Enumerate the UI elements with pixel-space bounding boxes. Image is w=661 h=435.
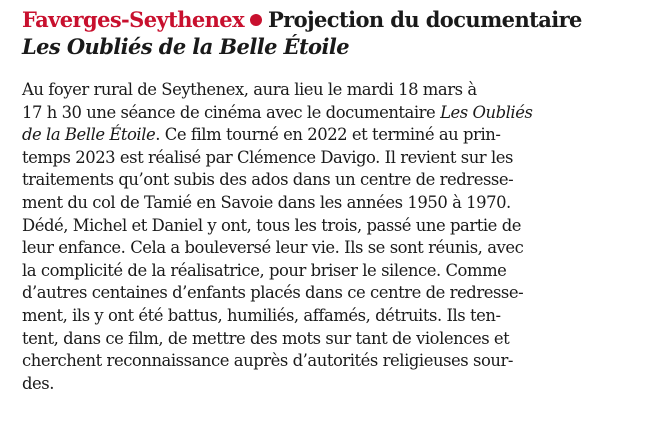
body-line: cherchent reconnaissance auprès d’autorités religieuses sour- xyxy=(22,351,513,371)
film-title-inline: Les Oubliés xyxy=(440,102,533,122)
body-line: Au foyer rural de Seythenex, aura lieu le mardi 18 mars à xyxy=(22,80,477,99)
body-line xyxy=(22,102,642,125)
bullet-dot-icon xyxy=(250,14,262,26)
headline-title: Projection du documentaire xyxy=(267,7,582,32)
article xyxy=(22,6,642,395)
film-title-inline: de la Belle Étoile xyxy=(22,125,156,145)
body-line: ment, ils y ont été battus, humiliés, affamés, détruits. Ils ten- xyxy=(22,305,501,325)
body-line: des. xyxy=(22,373,55,393)
article-body xyxy=(22,79,642,395)
body-line: tent, dans ce film, de mettre des mots sur tant de violences et xyxy=(22,328,510,348)
body-line: d’autres centaines d’enfants placés dans ce centre de redresse- xyxy=(22,283,524,303)
body-line: temps 2023 est réalisé par Clémence Davigo. Il revient sur les xyxy=(22,147,513,167)
body-line-text: 17 h 30 une séance de cinéma avec le documentaire xyxy=(22,102,441,122)
body-line: ment du col de Tamié en Savoie dans les années 1950 à 1970. xyxy=(22,192,511,212)
body-line: Dédé, Michel et Daniel y ont, tous les trois, passé une partie de xyxy=(22,215,521,235)
headline-place: Faverges-Seythenex xyxy=(22,7,244,32)
body-line: leur enfance. Cela a bouleversé leur vie. Ils se sont réunis, avec xyxy=(22,238,524,258)
headline-film-title: Les Oubliés de la Belle Étoile xyxy=(22,34,349,59)
body-line: la complicité de la réalisatrice, pour briser le silence. Comme xyxy=(22,260,507,280)
body-line xyxy=(22,124,642,147)
body-line: traitements qu’ont subis des ados dans un centre de redresse- xyxy=(22,170,514,190)
headline xyxy=(22,6,642,60)
body-line-text: . Ce film tourné en 2022 et terminé au prin- xyxy=(155,125,501,145)
